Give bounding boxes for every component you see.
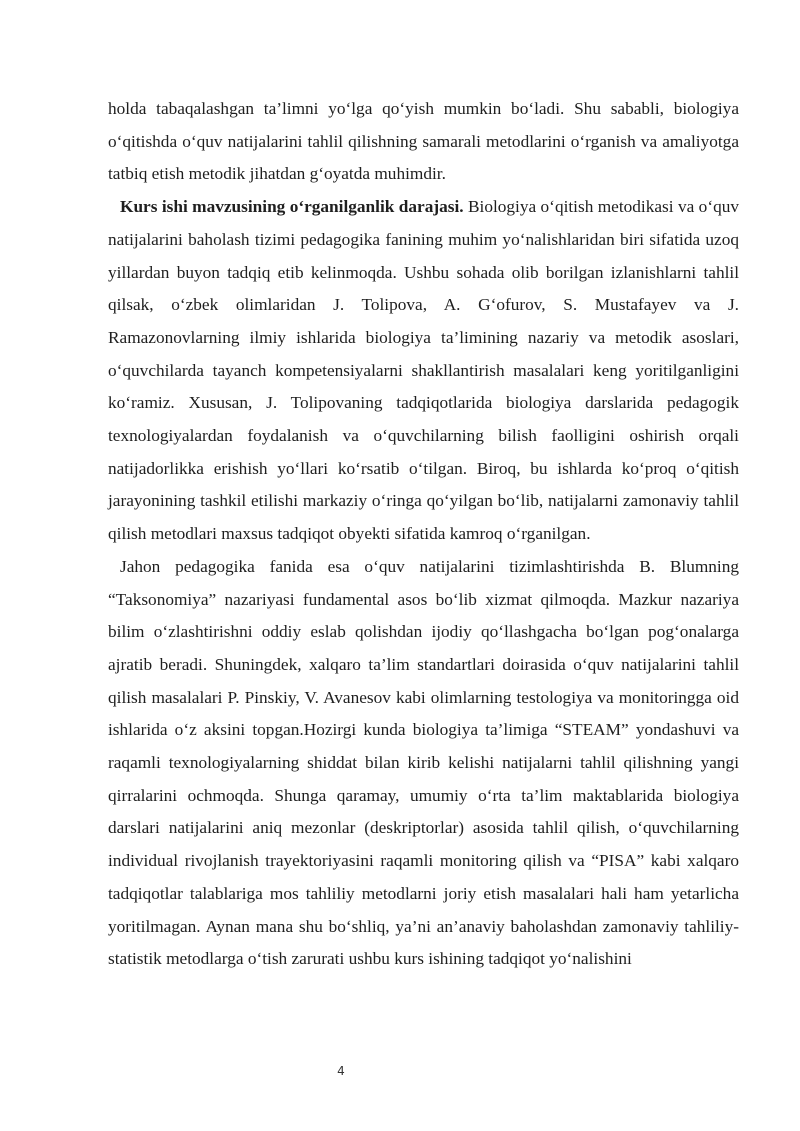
- paragraph-study-level: [108, 191, 739, 551]
- paragraph-continuation: [108, 93, 739, 191]
- paragraph-text: Biologiya o‘qitish metodikasi va o‘quv natijalarini baholash tizimi pedagogika fanining muhim yo‘nalishlaridan biri sifatida uzoq yillardan buyon tadqiq etib kelinmoqda. Ushbu sohada olib borilgan izlanishlarni tahlil qilsak, o‘zbek olimlaridan J. Tolipova, A. G‘ofurov, S. Mustafayev va J. Ramazonovlarning ilmiy ishlarida biologiya ta’limining nazariy va metodik asoslari, o‘quvchilarda tayanch kompetensiyalarni shakllantirish masalalari keng yoritilganligini ko‘ramiz. Xususan, J. Tolipovaning tadqiqotlarida biologiya darslarida pedagogik texnologiyalardan foydalanish va o‘quvchilarning bilish faolligini oshirish orqali natijadorlikka erishish yo‘llari ko‘rsatib o‘tilgan. Biroq, bu ishlarda ko‘proq o‘qitish jarayonining tashkil etilishi markaziy o‘ringa qo‘yilgan bo‘lib, natijalarni zamonaviy tahlil qilish metodlari maxsus tadqiqot obyekti sifatida kamroq o‘rganilgan.: [108, 197, 739, 544]
- paragraph-heading: Kurs ishi mavzusining o‘rganilganlik darajasi.: [120, 197, 464, 217]
- paragraph-text: holda tabaqalashgan ta’limni yo‘lga qo‘yish mumkin bo‘ladi. Shu sababli, biologiya o‘qitishda o‘quv natijalarini tahlil qilishning samarali metodlarini o‘rganish va amaliyotga tatbiq etish metodik jihatdan g‘oyatda muhimdir.: [108, 99, 739, 184]
- paragraph-text: Jahon pedagogika fanida esa o‘quv natijalarini tizimlashtirishda B. Blumning “Taksonomiya” nazariyasi fundamental asos bo‘lib xizmat qilmoqda. Mazkur nazariya bilim o‘zlashtirishni oddiy eslab qolishdan ijodiy qo‘llashgacha bo‘lgan pog‘onalarga ajratib beradi. Shuningdek, xalqaro ta’lim standartlari doirasida o‘quv natijalarini tahlil qilish masalalari P. Pinskiy, V. Avanesov kabi olimlarning testologiya va monitoringga oid ishlarida o‘z aksini topgan.Hozirgi kunda biologiya ta’limiga “STEAM” yondashuvi va raqamli texnologiyalarning shiddat bilan kirib kelishi natijalarni tahlil qilishning yangi qirralarini ochmoqda. Shunga qaramay, umumiy o‘rta ta’lim maktablarida biologiya darslari natijalarini aniq mezonlar (deskriptorlar) asosida tahlil qilish, o‘quvchilarning individual rivojlanish trayektoriyasini raqamli monitoring qilish va “PISA” kabi xalqaro tadqiqotlar talablariga mos tahliliy metodlarni joriy etish masalalari hali ham yetarlicha yoritilmagan. Aynan mana shu bo‘shliq, ya’ni an’anaviy baholashdan zamonaviy tahliliy-statistik metodlarga o‘tish zarurati ushbu kurs ishining tadqiqot yo‘nalishini: [108, 556, 739, 969]
- paragraph-world-pedagogy: [108, 551, 739, 976]
- page-number: 4: [337, 1064, 345, 1078]
- body-text: [108, 93, 739, 976]
